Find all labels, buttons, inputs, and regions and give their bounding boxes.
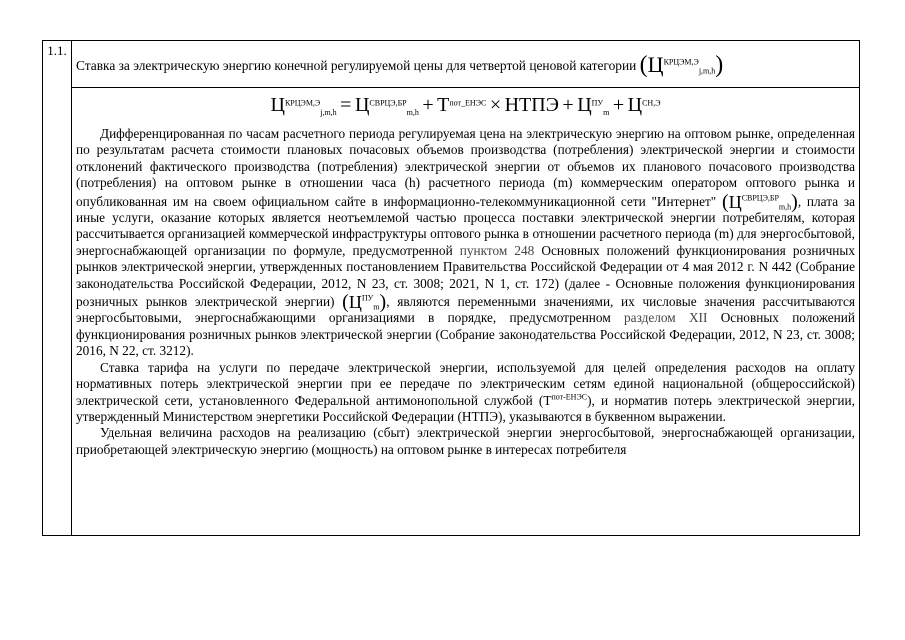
row-number: 1.1. <box>43 41 72 536</box>
row-title: Ставка за электрическую энергию конечной регулируемой цены для четвертой ценовой категории $(Ц^{КРЦЭМ,Э}_{j,m,h})$ <box>76 52 724 78</box>
regulation-table <box>42 40 860 536</box>
paragraph-tariff-rate: Ставка тарифа на услуги по передаче электрической энергии, используемой для целей определения расходов на оплату нормативных потерь электрической энергии при ее передаче по электрическим сетям единой национальной (общероссийской) электрической сети, установленного Федеральной антимонопольной службой $(Т^{пот-ЕНЭС})$, и норматив потерь электрической энергии, утвержденный Министерством энергетики Российской Федерации (НТПЭ), указываются в буквенном выражении. <box>76 359 855 424</box>
link-section-xii[interactable]: разделом XII <box>624 310 708 326</box>
paragraph-sales-expenses: Удельная величина расходов на реализацию (сбыт) электрической энергии энергосбытовой, энергоснабжающей организации, приобретающей электрическую энергию (мощность) на оптовом рынке в интересах потребителя <box>76 425 855 457</box>
link-point-248[interactable]: пунктом 248 <box>459 242 535 258</box>
formula: $Ц^{КРЦЭМ,Э}_{j,m,h} = Ц^{СВРЦЭ,БР}_{m,h} + Т^{пот\_ЕНЭС}$ × НТПЭ + $Ц^{ПУ}_m + Ц^{СН,Э}$ <box>270 94 661 117</box>
title-symbol: Ц <box>647 52 664 77</box>
title-cell <box>72 41 860 88</box>
body-cell <box>72 88 860 536</box>
row-title-text: Ставка за электрическую энергию конечной регулируемой цены для четвертой ценовой категории <box>76 58 637 73</box>
paragraph-price-definition: Дифференцированная по часам расчетного периода регулируемая цена на электрическую энергию на оптовом рынке, определенная по результатам расчета стоимости плановых почасовых объемов производства (потребления) электрической энергии и стоимости отклонений фактического производства (потребления) электрической энергии от объемов их планового почасового производства (потребления) на оптовом рынке в отношении часа (h) расчетного периода (m) коммерческим оператором оптового рынка и опубликованная им на своем официальном сайте в информационно-телекоммуникационной сети "Интернет" $(Ц^{СВРЦЭ,БР}_{m,h})$, плата за иные услуги, оказание которых является неотъемлемой частью процесса поставки электрической энергии потребителям, которая рассчитывается организацией коммерческой инфраструктуры оптового рынка в отношении расчетного периода (m) для энергосбытовой, энергоснабжающей организации по формуле, предусмотренной пунктом 248 Основных положений функционирования розничных рынков электрической энергии, утвержденных постановлением Правительства Российской Федерации от 4 мая 2012 г. N 442 (Собрание законодательства Российской Федерации, 2012, N 23, ст. 3008; 2021, N 1, ст. 172) (далее - Основные положения функционирования розничных рынков электрической энергии) $(Ц^{ПУ}_m)$, являются переменными значениями, их числовые значения рассчитываются энергосбытовыми, энергоснабжающими организациями в порядке, предусмотренном разделом XII Основных положений функционирования розничных рынков электрической энергии (Собрание законодательства Российской Федерации, 2012, N 23, ст. 3008; 2016, N 22, ст. 3212). <box>76 126 855 359</box>
